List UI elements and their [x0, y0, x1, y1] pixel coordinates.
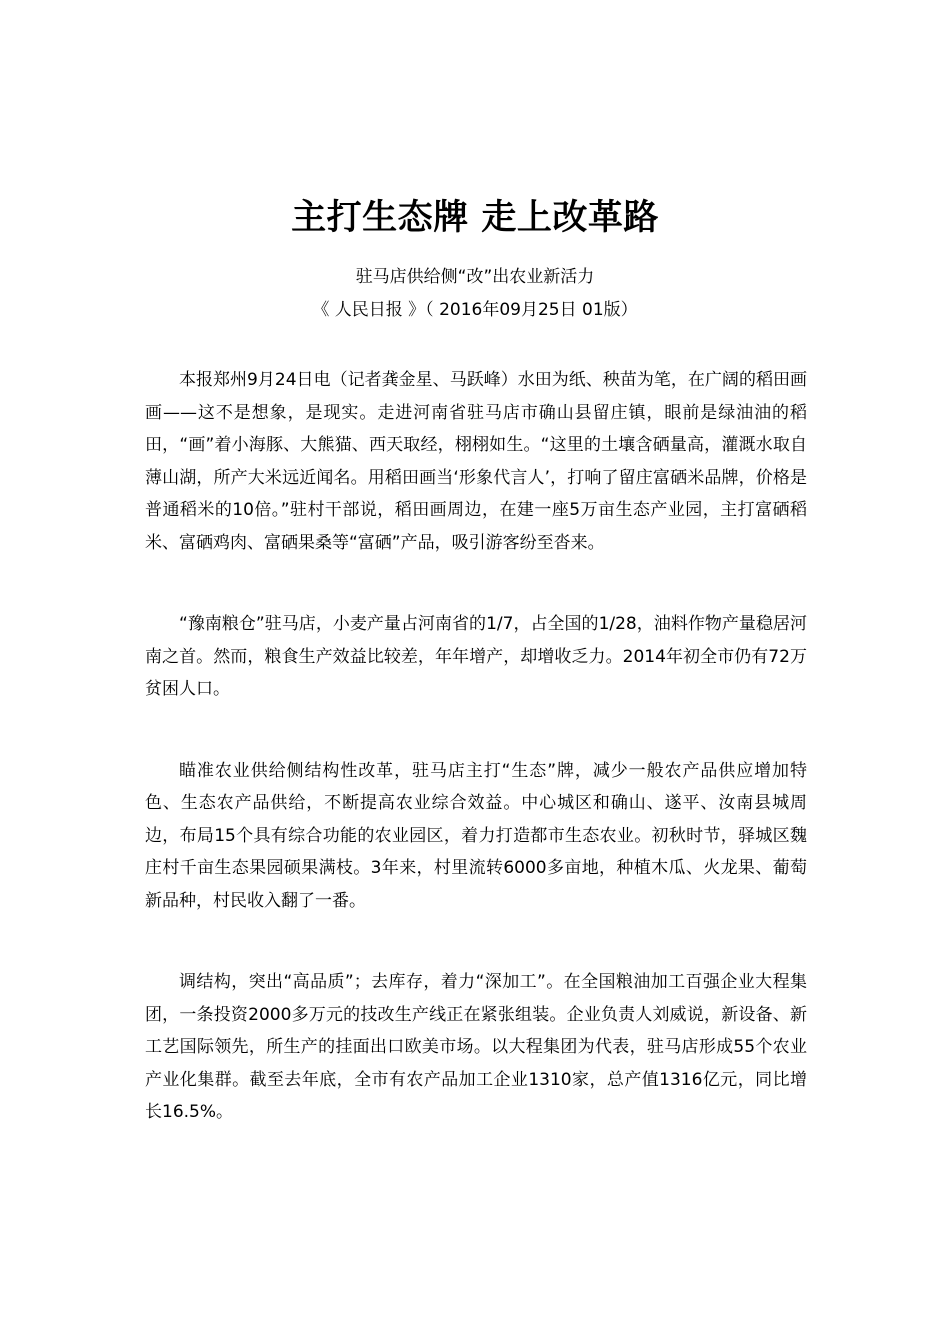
article-paragraph: 调结构，突出“高品质”；去库存，着力“深加工”。在全国粮油加工百强企业大程集团，一条投资2000多万元的技改生产线正在紧张组装。企业负责人刘威说，新设备、新工艺国际领先，所生产的挂面出口欧美市场。以大程集团为代表，驻马店形成55个农业产业化集群。截至去年底，全市有农产品加工企业1310家，总产值1316亿元，同比增长16.5%。 — [145, 972, 807, 1122]
article-paragraph: 瞄准农业供给侧结构性改革，驻马店主打“生态”牌，减少一般农产品供应增加特色、生态农产品供给，不断提高农业综合效益。中心城区和确山、遂平、汝南县城周边，布局15个具有综合功能的农业园区，着力打造都市生态农业。初秋时节，驿城区魏庄村千亩生态果园硕果满枝。3年来，村里流转6000多亩地，种植木瓜、火龙果、葡萄新品种，村民收入翻了一番。 — [145, 760, 807, 911]
article-subtitle: 驻马店供给侧“改”出农业新活力 — [355, 267, 595, 287]
article-paragraph: “豫南粮仓”驻马店，小麦产量占河南省的1/7，占全国的1/28，油料作物产量稳居河南之首。然而，粮食生产效益比较差，年年增产，却增收乏力。2014年初全市仍有72万贫困人口。 — [145, 614, 807, 699]
article-title: 主打生态牌 走上改革路 — [291, 197, 659, 238]
article-paragraph: 本报郑州9月24日电（记者龚金星、马跃峰）水田为纸、秧苗为笔，在广阔的稻田画画——这不是想象，是现实。走进河南省驻马店市确山县留庄镇，眼前是绿油油的稻田，“画”着小海豚、大熊猫、西天取经，栩栩如生。“这里的土壤含硒量高，灌溉水取自薄山湖，所产大米远近闻名。用稻田画当‘形象代言人’，打响了留庄富硒米品牌，价格是普通稻米的10倍。”驻村干部说，稻田画周边，在建一座5万亩生态产业园，主打富硒稻米、富硒鸡肉、富硒果桑等“富硒”产品，吸引游客纷至沓来。 — [145, 370, 807, 553]
article-body — [145, 364, 807, 1129]
article-source-line: 《 人民日报 》（ 2016年09月25日 01版） — [312, 300, 638, 320]
